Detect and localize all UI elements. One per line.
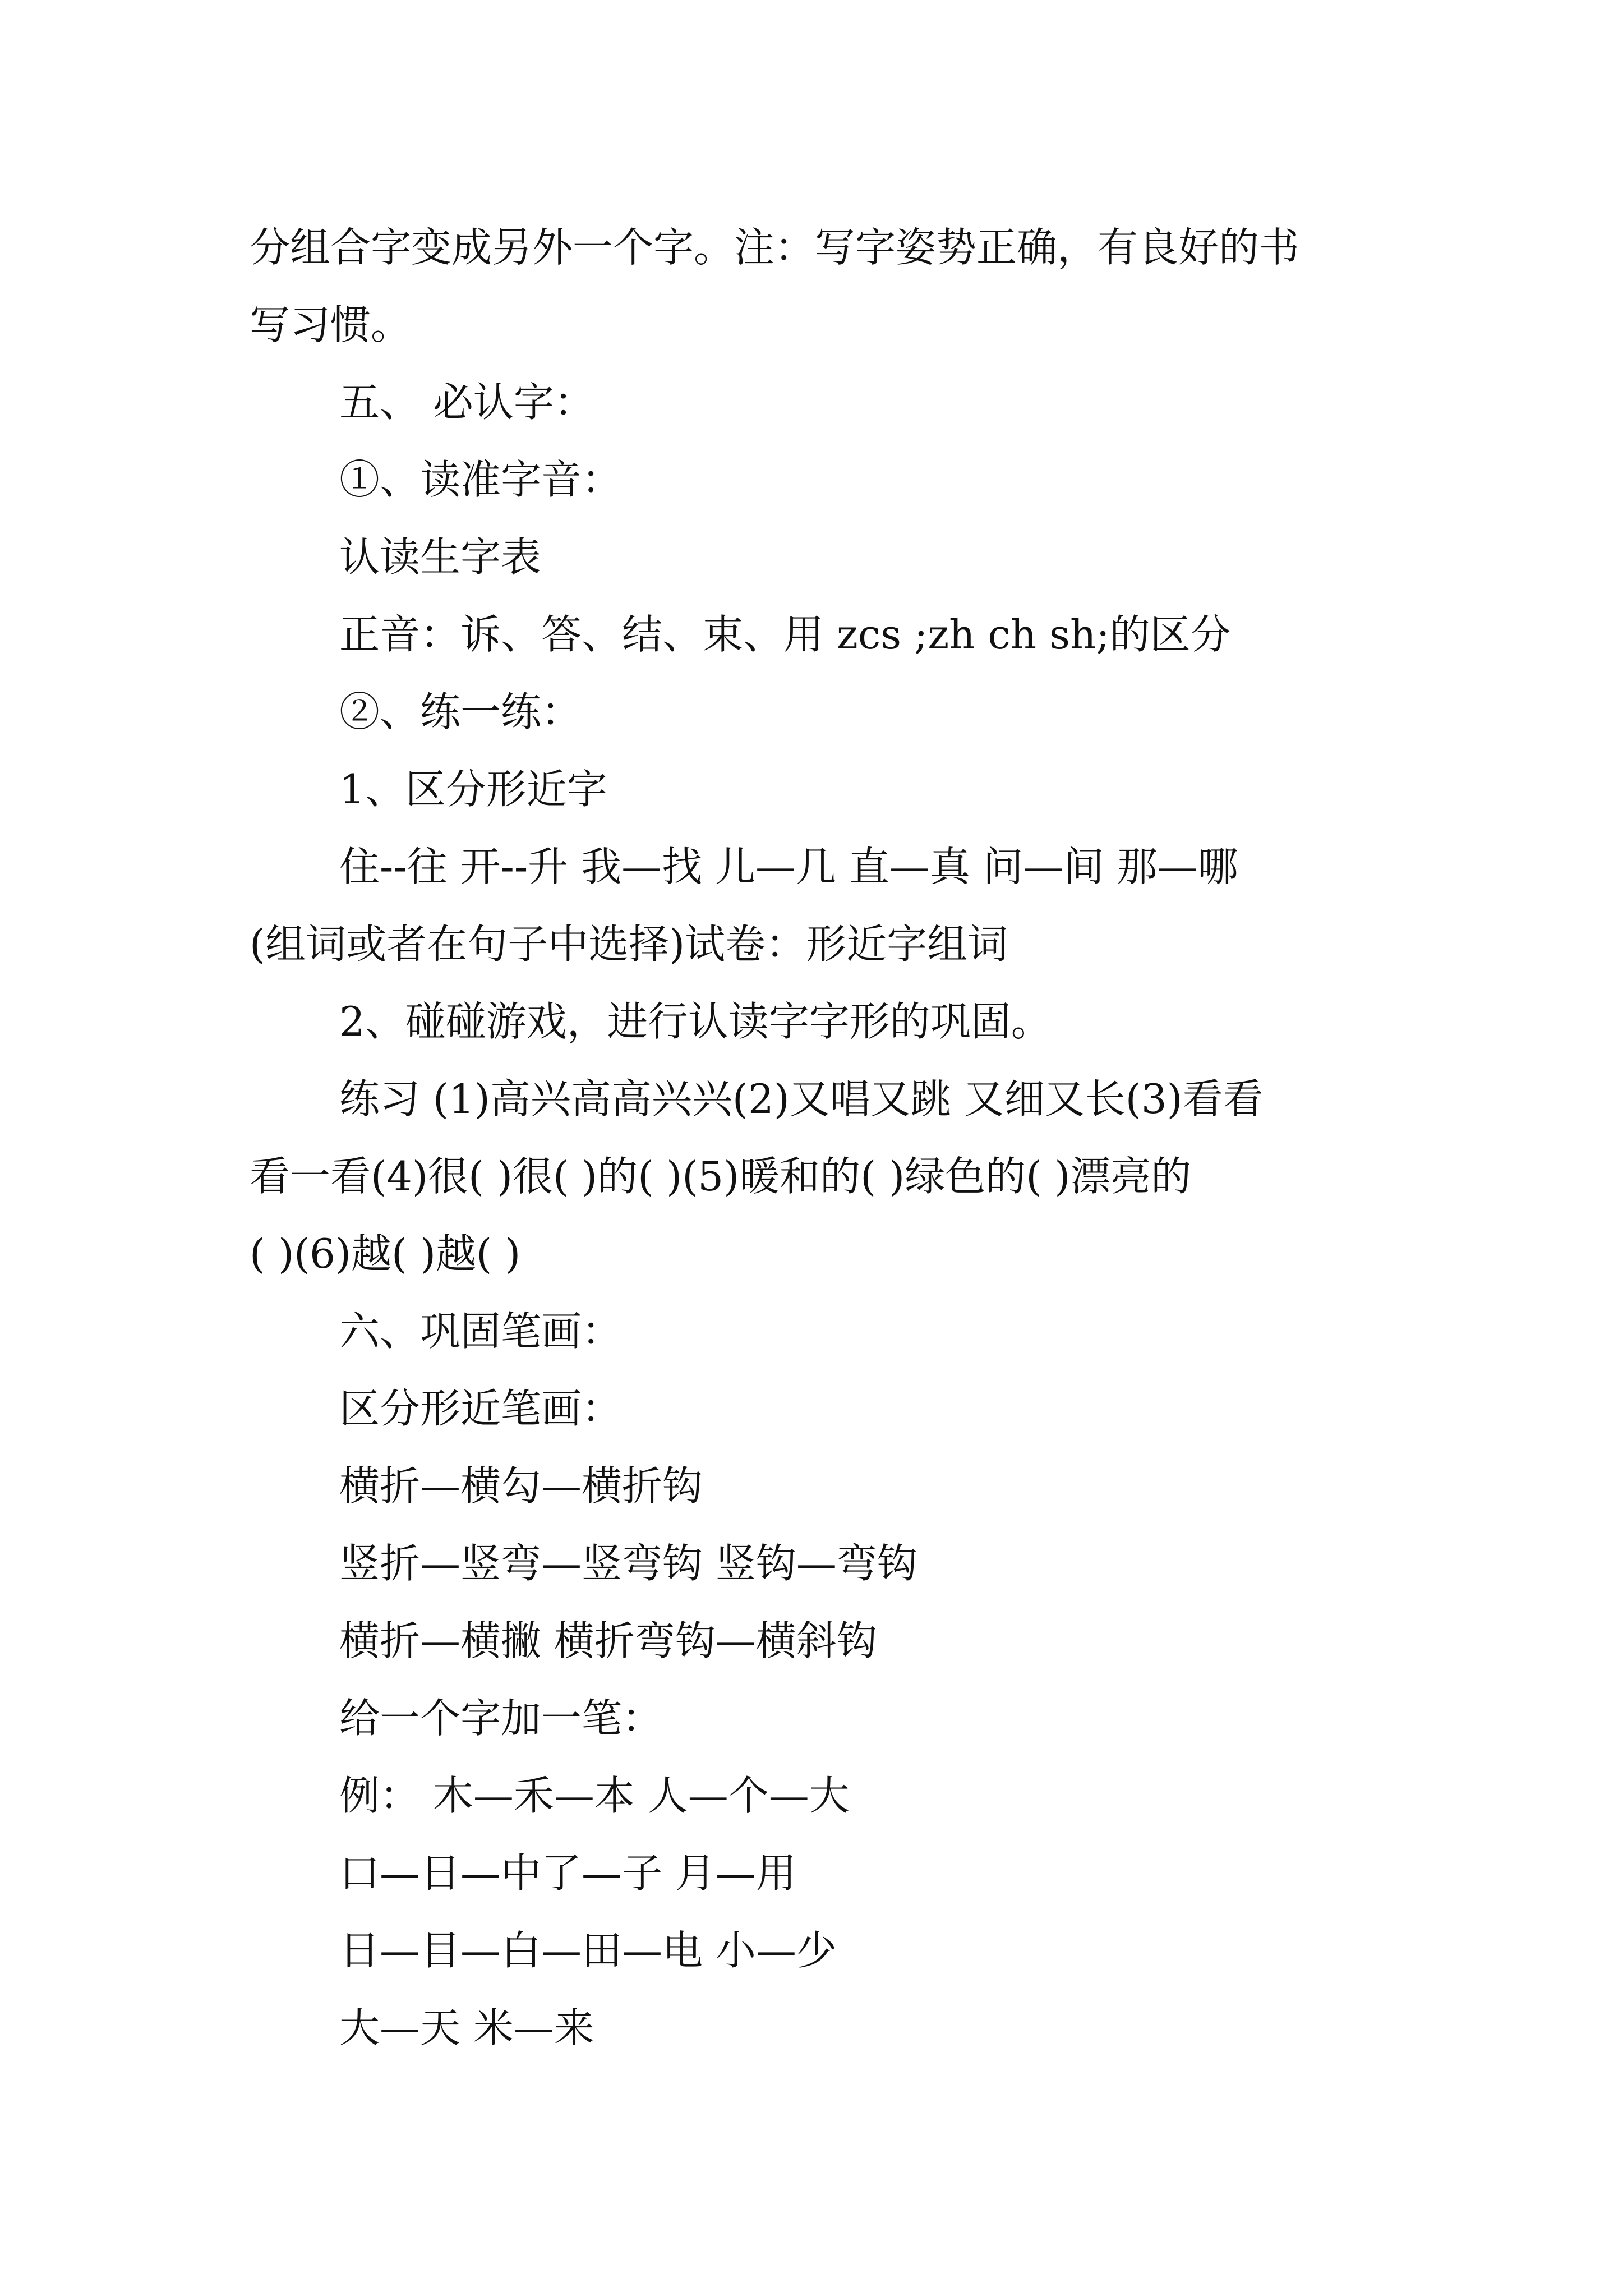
text-line: 横折—横撇 横折弯钩—横斜钩 [339, 1617, 877, 1664]
text-line: 1、区分形近字 [339, 766, 607, 813]
text-line: 分组合字变成另外一个字。注：写字姿势正确，有良好的书 [250, 224, 1300, 271]
text-line: 横折—横勾—横折钩 [339, 1462, 703, 1510]
text-line: 区分形近笔画： [339, 1385, 623, 1432]
text-line: 竖折—竖弯—竖弯钩 竖钩—弯钩 [339, 1540, 917, 1587]
text-line: 住--往 开--升 我—找 儿—几 直—真 问—间 那—哪 [339, 843, 1238, 890]
text-line: 日—目—白—田—电 小—少 [339, 1927, 837, 1974]
text-line: 2、碰碰游戏，进行认读字字形的巩固。 [339, 998, 1052, 1045]
text-line: 例： 木—禾—本 人—个—大 [339, 1772, 850, 1819]
section-heading: 六、巩固笔画： [339, 1308, 623, 1355]
text-line: ( )(6)越( )越( ) [250, 1230, 521, 1277]
text-line: 正音：诉、答、结、束、用 zcs ;zh ch sh;的区分 [339, 611, 1231, 658]
document-page [250, 209, 1388, 2067]
text-line: 给一个字加一笔： [339, 1695, 663, 1742]
subsection-heading: ②、练一练： [339, 688, 582, 735]
text-line: 口—日—中了—子 月—用 [339, 1849, 796, 1897]
text-line: 认读生字表 [339, 533, 542, 581]
text-line: 大—天 米—来 [339, 2004, 594, 2051]
subsection-heading: ①、读准字音： [339, 456, 623, 503]
text-line: 写习惯。 [250, 301, 412, 348]
text-line: 看一看(4)很( )很( )的( )(5)暖和的( )绿色的( )漂亮的 [250, 1153, 1192, 1200]
text-line: (组词或者在句子中选择)试卷：形近字组词 [250, 921, 1008, 968]
section-heading: 五、 必认字： [339, 379, 594, 426]
text-line: 练习 (1)高兴高高兴兴(2)又唱又跳 又细又长(3)看看 [339, 1075, 1264, 1122]
